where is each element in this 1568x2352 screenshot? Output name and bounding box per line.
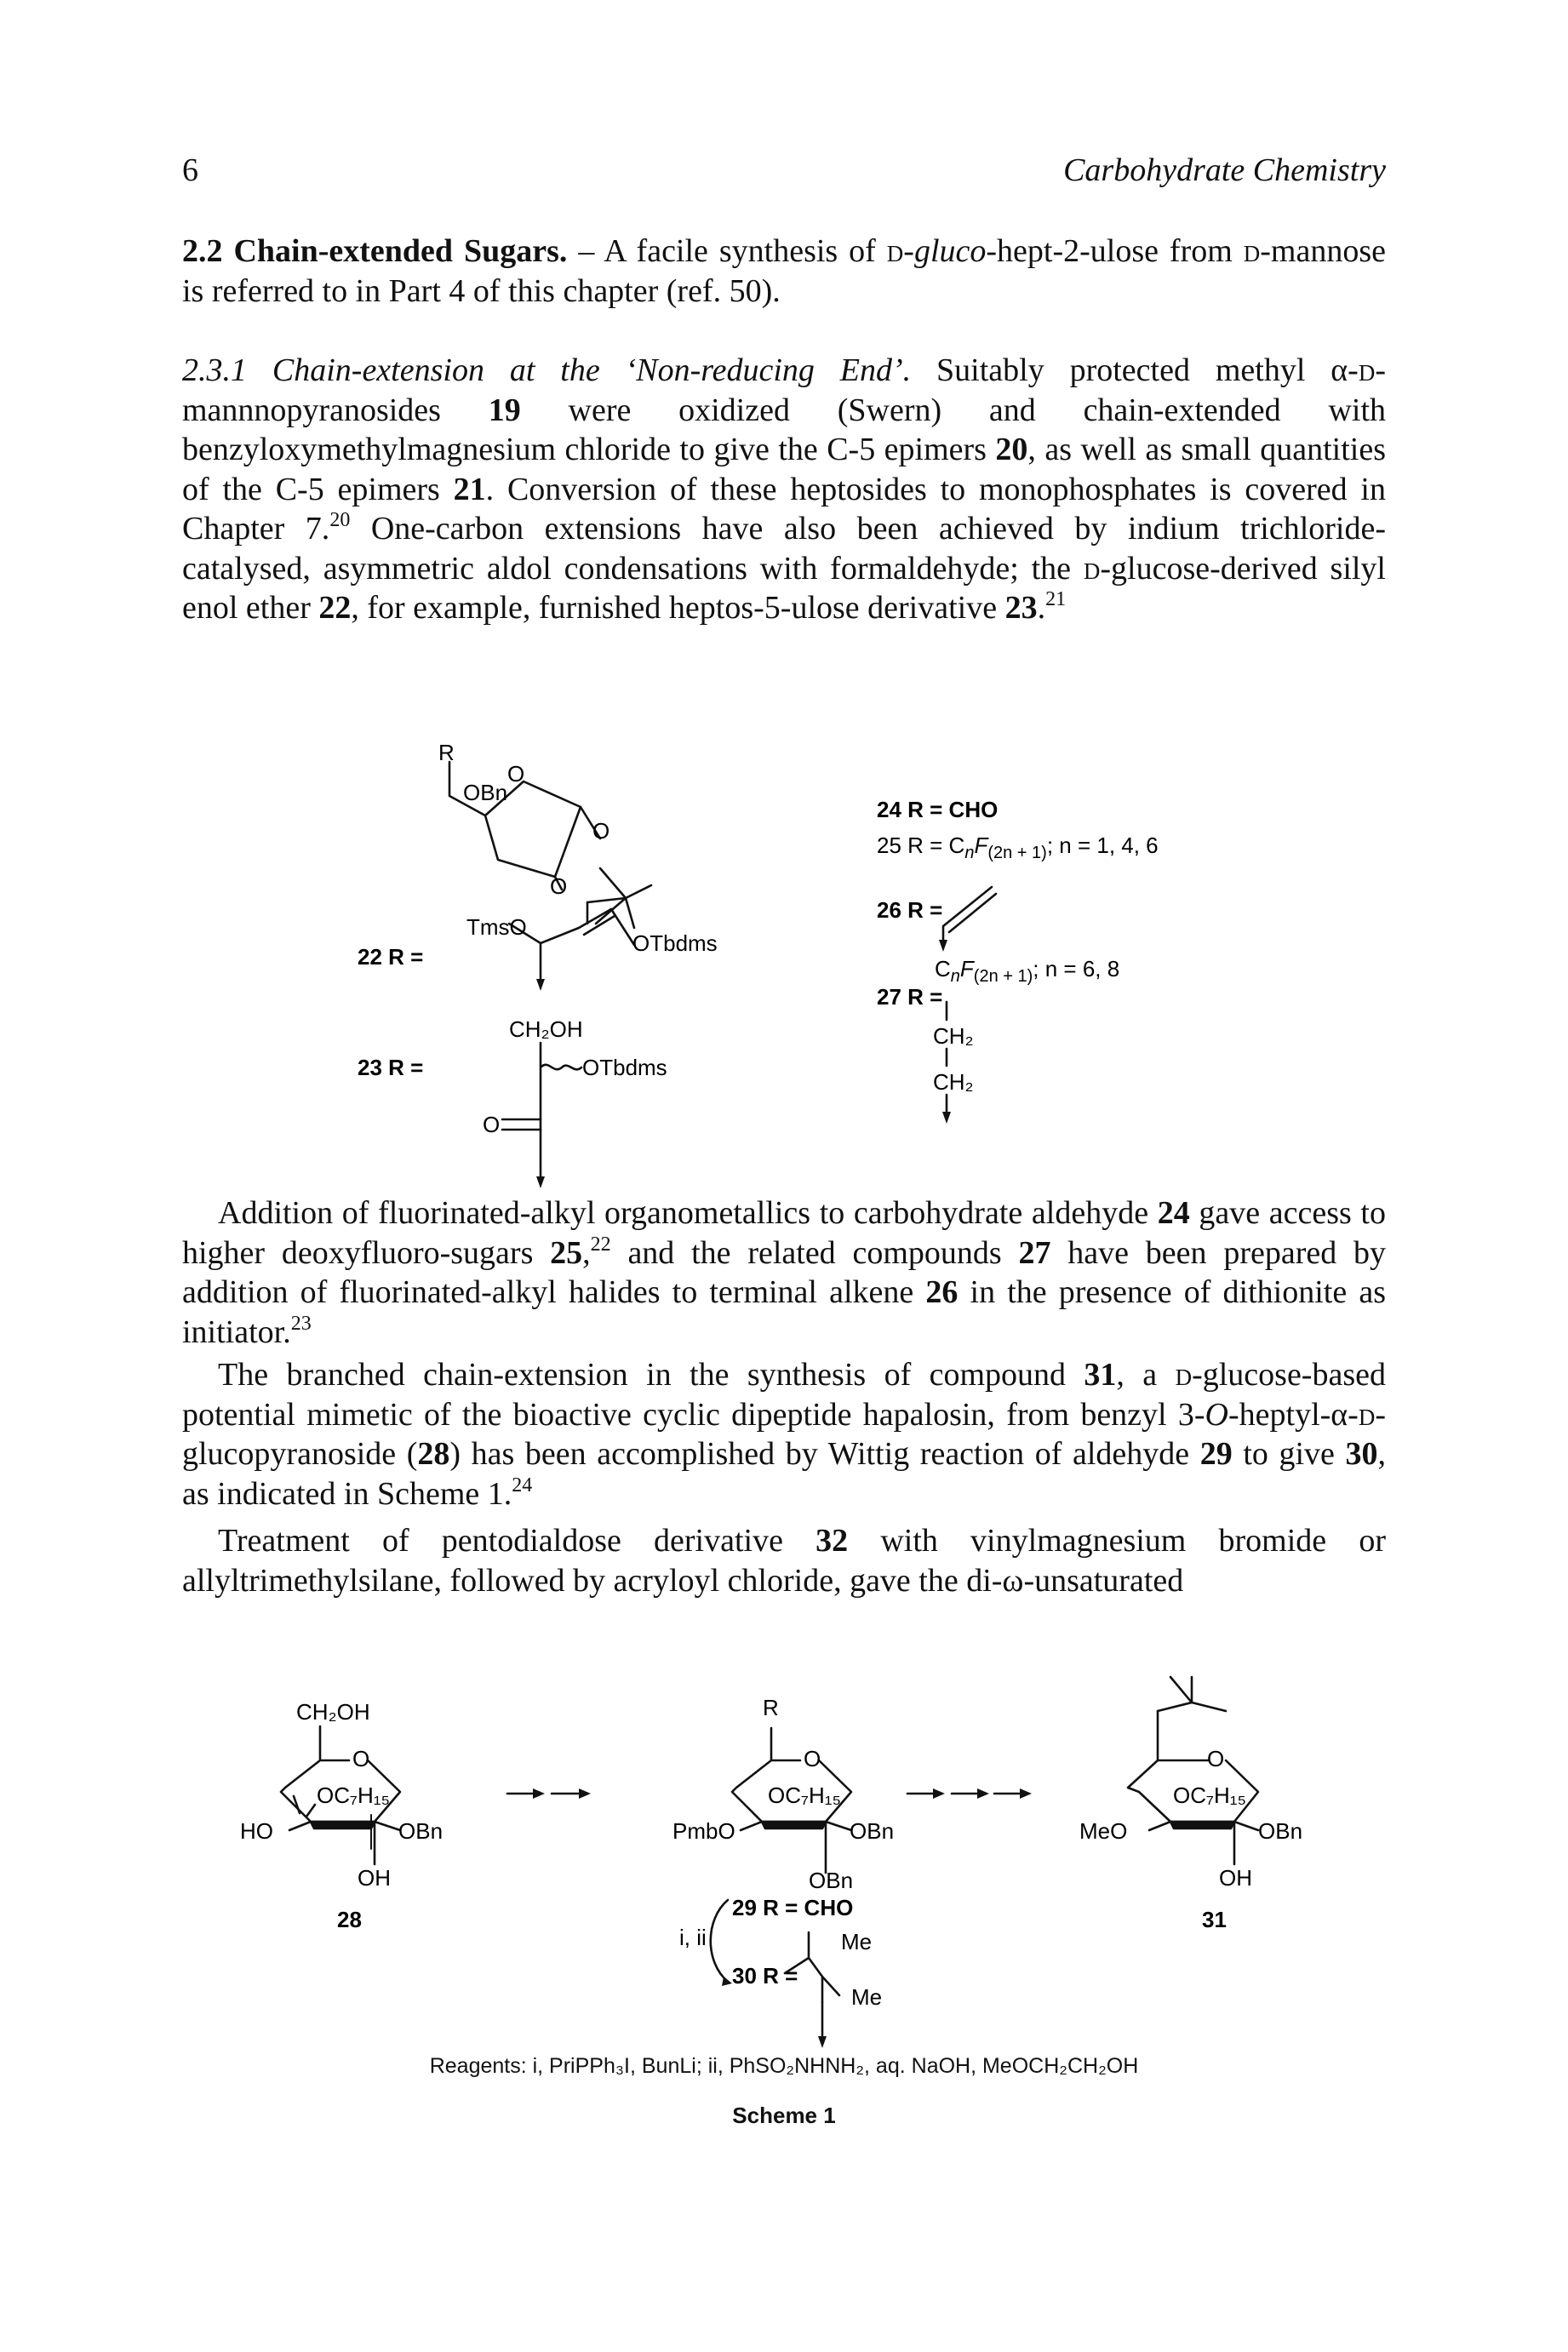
r27-ch2: CH₂ [933,1069,974,1095]
text-run: and the related compounds [610,1234,1019,1271]
m28-ring-oxygen: O [352,1746,370,1771]
text-run: Suitably protected methyl α- [911,352,1359,388]
compound-number-28: 28 [337,1907,362,1932]
text-run: -glucopyranoside ( [182,1396,1386,1472]
compound-ref: 29 [1199,1436,1233,1472]
r25-text: F [974,833,988,858]
section-2-2-paragraph [182,232,1386,311]
r25-text: ; n = 1, 4, 6 [1046,833,1159,858]
paragraph-fluorinated [182,1193,1386,1352]
compound-ref: 19 [488,392,521,428]
text-run: -heptyl-α- [1228,1396,1359,1433]
citation: 21 [1045,588,1067,610]
substituent-CH2OH: CH₂OH [509,1016,583,1042]
text-run: were oxidized (Swern) and chain-extended with benzyloxymethylmagnesium chloride to give the C-5 epimers [182,392,1387,467]
text-run: -glucose-derived silyl enol ether [182,550,1386,626]
small-caps-d: d [1243,233,1261,269]
m31-meo: MeO [1079,1818,1128,1844]
m29-obn: OBn [850,1818,895,1844]
small-caps-d: d [1358,1396,1376,1433]
text-run: -glucose-based potential mimetic of the bioactive cyclic dipeptide hapalosin, from benzyl 3- [182,1357,1386,1433]
compound-ref: 31 [1084,1357,1117,1393]
m28-oh: OH [358,1865,391,1891]
page-number: 6 [182,152,198,188]
compound-ref: 28 [417,1436,450,1472]
text-run: . [1037,590,1046,626]
m29-obn-2: OBn [809,1868,854,1893]
substituent-OTbdms: OTbdms [582,1055,667,1080]
italic-run: O [1205,1396,1228,1433]
substituent-R: R [438,740,455,765]
m28-obn: OBn [398,1818,444,1844]
text-run: with vinylmagnesium bromide or allyltrimethylsilane, followed by acryloyl chloride, gave the di-ω-unsaturated [182,1523,1386,1599]
acetal-oxygen: O [550,873,568,899]
compound-ref: 24 [1157,1195,1190,1231]
compound-ref: 22 [318,590,352,626]
r-definition-26: 26 R = [877,897,943,923]
citation: 23 [290,1312,312,1335]
section-2-3-1-paragraph [182,351,1386,628]
text-run: Addition of fluorinated-alkyl organometallics to carbohydrate aldehyde [218,1195,1158,1231]
r27-text: ; n = 6, 8 [1033,956,1120,981]
m28-ch2oh: CH₂OH [296,1699,370,1725]
r27-text: F [959,956,974,981]
r25-sub: (2n + 1) [987,844,1047,862]
text-run: , a [1116,1357,1176,1393]
compound-ref: 25 [550,1234,583,1271]
r-definition-25 [877,833,1159,862]
ring-oxygen: O [507,761,525,787]
text-run: . Conversion of these heptosides to monophosphates is covered in Chapter 7. [182,471,1386,547]
paragraph-treatment [182,1521,1386,1600]
m31-oh: OH [1219,1865,1252,1891]
citation: 22 [590,1233,611,1256]
r24-text: 24 R = CHO [877,797,999,822]
m28-oc7h15: OC₇H₁₅ [317,1783,390,1808]
text-run: -mannnopyranosides [182,352,1386,428]
paragraph-branched [182,1355,1386,1514]
text-run: – A facile synthesis of [567,233,887,269]
text-run: The branched chain-extension in the synthesis of compound [218,1357,1084,1393]
text-run: in the presence of dithionite as initiator. [182,1274,1386,1350]
section-2-3-1-heading: 2.3.1 Chain-extension at the ‘Non-reducing End’. [182,352,912,388]
r27-ch2: CH₂ [933,1023,974,1049]
compound-ref: 21 [453,471,486,507]
small-caps-d: d [1083,550,1101,587]
m29-oc7h15: OC₇H₁₅ [768,1783,841,1808]
m29-r: R [763,1695,779,1720]
reagent-steps: i, ii [679,1925,707,1950]
acetal-oxygen: O [592,818,610,844]
compound-ref: 23 [1004,590,1038,626]
compound-label-22: 22 R = [358,944,424,970]
small-caps-d: d [886,233,904,269]
r25-text: 25 R = C [877,833,965,858]
r-definition-24 [877,797,998,822]
text-run: , for example, furnished heptos-5-ulose derivative [351,590,1005,626]
text-run: , as well as small quantities of the C-5 epimers [182,432,1386,507]
compound-label-30: 30 R = [732,1963,798,1989]
m31-obn: OBn [1258,1818,1303,1844]
scheme-reagents: Reagents: i, PriPPh₃I, BunLi; ii, PhSO₂NHNH₂, aq. NaOH, MeOCH₂CH₂OH [429,2054,1139,2078]
r-definition-27: 27 R = [877,984,943,1010]
m29-pmbo: PmbO [672,1818,735,1844]
text-run: , as indicated in Scheme 1. [182,1436,1386,1512]
keto-oxygen: O [483,1112,501,1137]
r27-top [935,956,1119,986]
r27-text: C [935,956,951,981]
small-caps-d: d [1175,1357,1193,1393]
r27-sub: (2n + 1) [973,967,1033,986]
italic-run: -gluco [903,233,987,269]
small-caps-d: d [1358,352,1376,388]
compound-label-29: 29 R = CHO [732,1895,854,1920]
text-run: , [582,1234,591,1271]
text-run: ) has been accomplished by Wittig reaction of aldehyde [449,1436,1200,1472]
compound-ref: 27 [1018,1234,1051,1271]
m30-me: Me [841,1929,873,1954]
text-run: to give [1232,1436,1346,1472]
scheme-label: Scheme 1 [732,2103,836,2128]
m30-me: Me [851,1984,883,2010]
compound-ref: 20 [995,432,1028,467]
compound-ref: 30 [1345,1436,1378,1472]
citation: 20 [329,509,351,531]
r25-sub: n [964,844,975,862]
m29-ring-oxygen: O [804,1746,821,1771]
m28-ho: HO [240,1818,273,1844]
substituent-TmsO: TmsO [466,914,527,940]
compound-label-23: 23 R = [358,1055,424,1080]
section-2-2-heading: 2.2 Chain-extended Sugars. [182,233,568,269]
substituent-OBn: OBn [463,780,508,805]
citation: 24 [512,1474,533,1496]
compound-ref: 26 [925,1274,959,1310]
m31-oc7h15: OC₇H₁₅ [1173,1783,1246,1808]
r27-sub: n [950,967,960,986]
m31-ring-oxygen: O [1207,1746,1225,1771]
text-run: -hept-2-ulose from [986,233,1244,269]
compound-ref: 32 [815,1523,849,1559]
substituent-OTbdms: OTbdms [632,930,718,956]
compound-number-31: 31 [1202,1907,1227,1932]
text-run: have been prepared by addition of fluorinated-alkyl halides to terminal alkene [182,1234,1387,1310]
text-run: Treatment of pentodialdose derivative [218,1523,816,1559]
running-header [182,152,1386,203]
running-title: Carbohydrate Chemistry [1063,152,1386,188]
text-run: -mannose is referred to in Part 4 of this chapter (ref. 50). [182,233,1386,309]
text-run: One-carbon extensions have also been achieved by indium trichloride-catalysed, asymmetric aldol condensations with formaldehyde; the [182,511,1386,587]
text-run: gave access to higher deoxyfluoro-sugars [182,1195,1386,1271]
